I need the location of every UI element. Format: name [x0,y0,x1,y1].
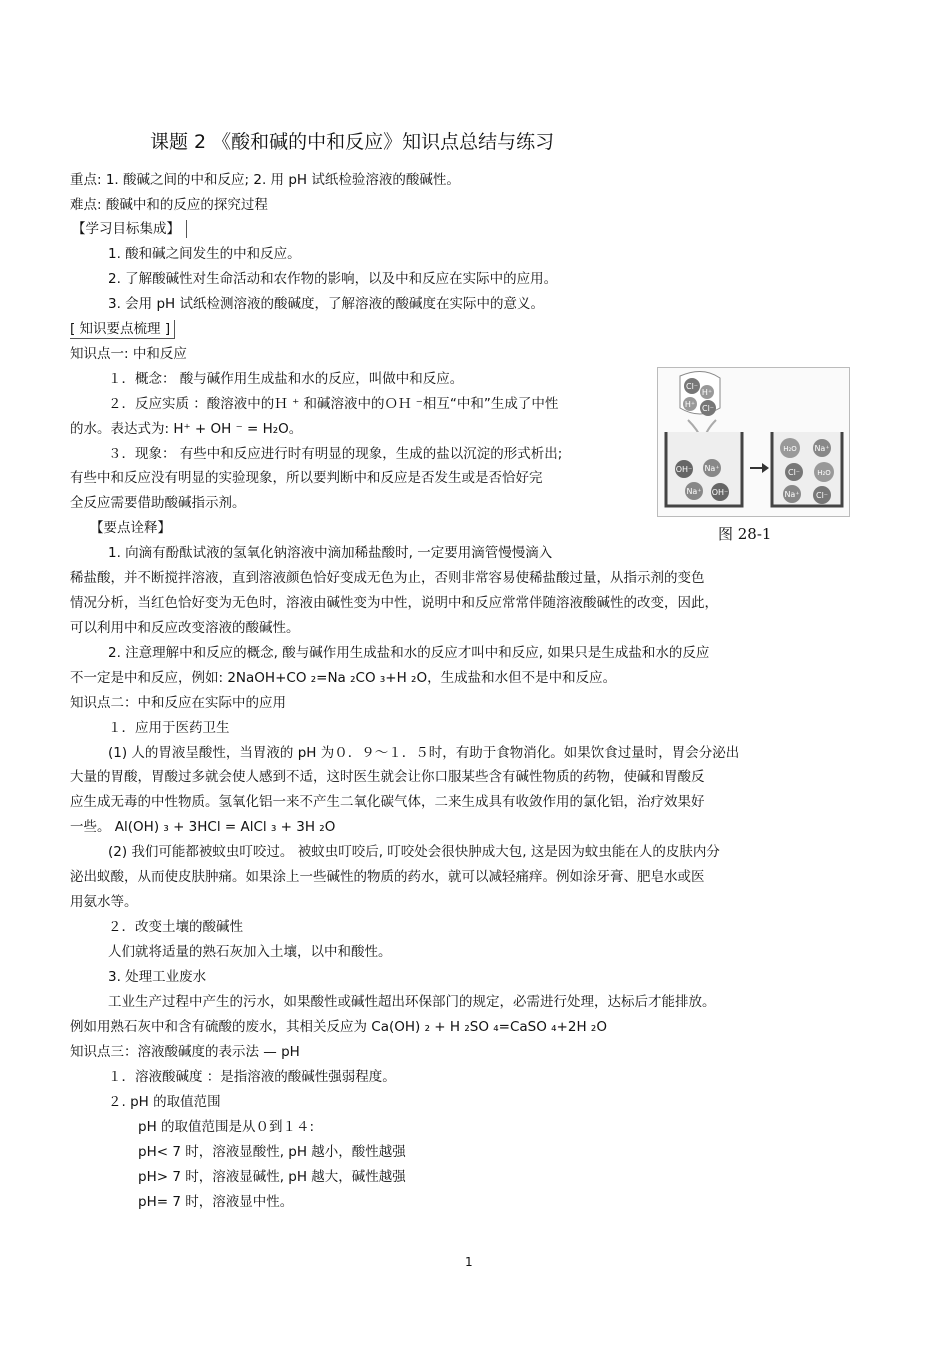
text-line-37: １．溶液酸碱度 ：是指溶液的酸碱性强弱程度。 [108,1069,396,1085]
text-line-31: ２．改变土壤的酸碱性 [108,919,243,935]
text-line-24: (1) 人的胃液呈酸性，当胃液的 pH 为０．９～１．５时，有助于食物消化。如果饮食过量时，胃会分泌出 [108,745,740,761]
neutralization-diagram [657,367,850,517]
text-line-4: 1. 酸和碱之间发生的中和反应。 [108,246,301,262]
text-line-18: 情况分析，当红色恰好变为无色时，溶液由碱性变为中性，说明中和反应常常伴随溶液酸碱性的改变，因此， [70,595,718,611]
neutralization-svg [658,368,849,516]
text-line-34: 工业生产过程中产生的污水，如果酸性或碱性超出环保部门的规定，必需进行处理，达标后才能排放。 [108,994,716,1010]
text-line-22: 知识点二：中和反应在实际中的应用 [70,695,286,711]
text-line-1: 重点: 1. 酸碱之间的中和反应; 2. 用 pH 试纸检验溶液的酸碱性。 [70,172,460,188]
ion-left-2-label: Na⁺ [704,464,720,473]
text-line-41: pH> 7 时，溶液显碱性, pH 越大，碱性越强 [138,1169,406,1185]
text-line-42: pH= 7 时，溶液显中性。 [138,1194,294,1210]
text-line-11: 的水。表达式为: H⁺ + OH ⁻ = H₂O。 [70,421,303,437]
text-line-7: [ 知识要点梳理 ] [70,320,175,339]
text-line-13: 有些中和反应没有明显的实验现象，所以要判断中和反应是否发生或是否恰好完 [70,470,543,486]
text-line-33: 3. 处理工业废水 [108,969,207,985]
text-line-14: 全反应需要借助酸碱指示剂。 [70,495,246,511]
ion-left-4-label: OH⁻ [711,488,729,497]
text-line-19: 可以利用中和反应改变溶液的酸碱性。 [70,620,300,636]
ion-right-4-label: H₂O [817,469,831,477]
text-line-12: ３．现象： 有些中和反应进行时有明显的现象，生成的盐以沉淀的形式析出; [108,446,563,462]
ion-right-5-label: Na⁺ [784,490,800,499]
text-line-17: 稀盐酸，并不断搅拌溶液，直到溶液颜色恰好变成无色为止，否则非常容易使稀盐酸过量，从指示剂的变色 [70,570,705,586]
text-line-35: 例如用熟石灰中和含有硫酸的废水，其相关反应为 Ca(OH) ₂ + H ₂SO ₄=CaSO ₄+2H ₂O [70,1019,607,1035]
text-line-2: 难点: 酸碱中和的反应的探究过程 [70,197,268,213]
text-line-23: １．应用于医药卫生 [108,720,230,736]
text-line-20: 2. 注意理解中和反应的概念, 酸与碱作用生成盐和水的反应才叫中和反应, 如果只是生成盐和水的反应 [108,645,710,661]
ion-left-3-label: Na⁺ [686,487,702,496]
ion-drop-2-label: H⁺ [701,388,713,397]
text-line-38: ２. pH 的取值范围 [108,1094,221,1110]
text-line-21: 不一定是中和反应，例如: 2NaOH+CO ₂=Na ₂CO ₃+H ₂O，生成盐和水但不是中和反应。 [70,670,617,686]
ion-drop-3-label: H⁺ [684,400,696,409]
text-line-9: １．概念： 酸与碱作用生成盐和水的反应，叫做中和反应。 [108,371,464,387]
text-line-16: 1. 向滴有酚酞试液的氢氧化钠溶液中滴加稀盐酸时, 一定要用滴管慢慢滴入 [108,545,553,561]
figure-caption: 图 28-1 [718,525,772,543]
ion-drop-1-label: Cl⁻ [685,382,699,391]
text-line-27: 一些。 Al(OH) ₃ + 3HCl = AlCl ₃ + 3H ₂O [70,819,336,835]
text-line-32: 人们就将适量的熟石灰加入土壤，以中和酸性。 [108,944,392,960]
text-line-15: 【要点诠释】 [90,520,171,536]
text-line-5: 2. 了解酸碱性对生命活动和农作物的影响，以及中和反应在实际中的应用。 [108,271,558,287]
page-title: 课题 2 《酸和碱的中和反应》知识点总结与练习 [150,131,555,153]
ion-right-1-label: H₂O [783,445,797,453]
arrow-right-icon [762,463,769,473]
text-line-30: 用氨水等。 [70,894,138,910]
text-line-28: (2) 我们可能都被蚊虫叮咬过。 被蚊虫叮咬后, 叮咬处会很快肿成大包, 这是因为蚊虫能在人的皮肤内分 [108,844,720,860]
text-line-29: 泌出蚁酸，从而使皮肤肿痛。如果涂上一些碱性的物质的药水，就可以减轻痛痒。例如涂牙膏、肥皂水或医 [70,869,705,885]
text-line-39: pH 的取值范围是从０到１４: [138,1119,315,1135]
text-line-8: 知识点一: 中和反应 [70,346,187,362]
text-line-10: ２．反应实质 ：酸溶液中的Ｈ ⁺ 和碱溶液中的ＯＨ ⁻相互“中和”生成了中性 [108,396,559,412]
text-line-26: 应生成无毒的中性物质。氢氧化铝一来不产生二氧化碳气体，二来生成具有收敛作用的氯化铝，治疗效果好 [70,794,705,810]
text-line-36: 知识点三：溶液酸碱度的表示法 — pH [70,1044,300,1060]
text-line-6: 3. 会用 pH 试纸检测溶液的酸碱度，了解溶液的酸碱度在实际中的意义。 [108,296,544,312]
text-line-3: 【学习目标集成】 [72,220,187,238]
ion-right-2-label: Na⁺ [814,444,830,453]
ion-drop-4-label: Cl⁻ [701,404,715,413]
text-line-40: pH< 7 时，溶液显酸性, pH 越小，酸性越强 [138,1144,406,1160]
ion-right-3-label: Cl⁻ [787,468,801,477]
ion-left-1-label: OH⁻ [675,465,693,474]
text-line-25: 大量的胃酸，胃酸过多就会使人感到不适，这时医生就会让你口服某些含有碱性物质的药物，使碱和胃酸反 [70,769,705,785]
ion-right-6-label: Cl⁻ [815,491,829,500]
page-number: 1 [465,1255,473,1269]
